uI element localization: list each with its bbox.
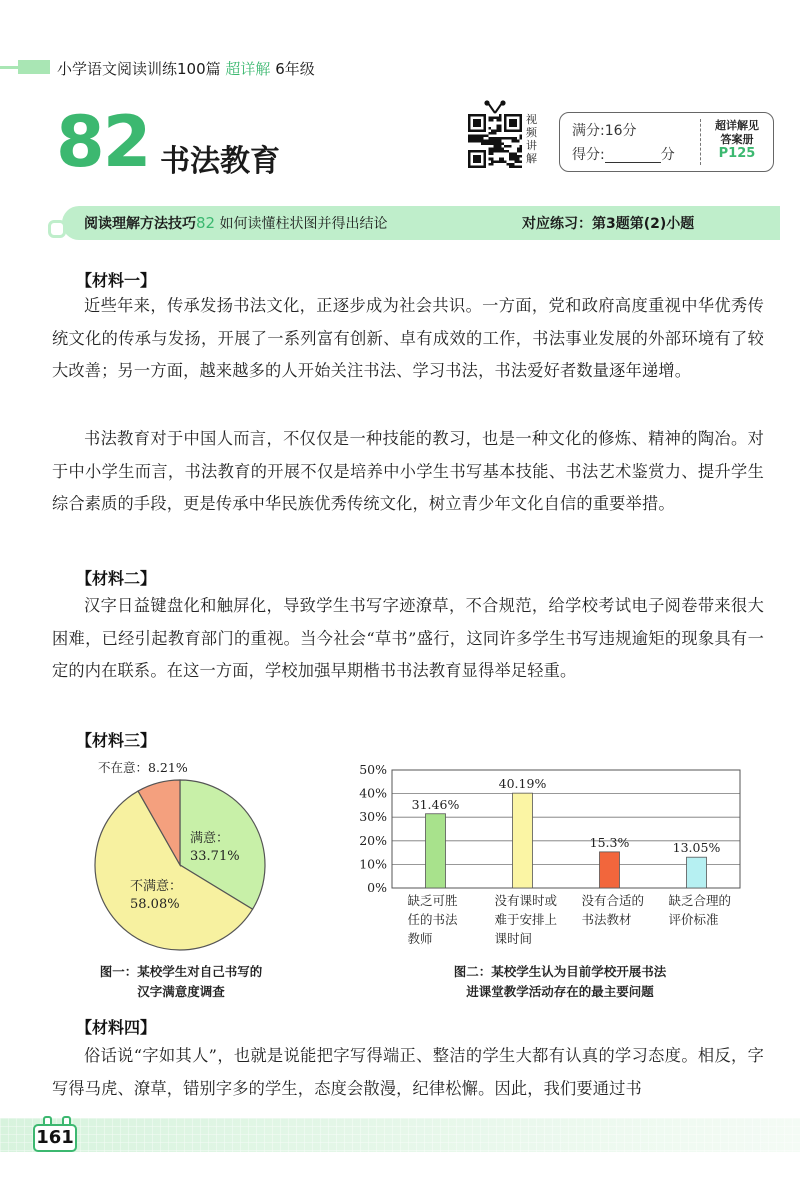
bar-3 — [600, 852, 620, 888]
bar-ytick-label: 20% — [359, 832, 387, 848]
bar-category-label: 任的书法 — [407, 912, 458, 927]
score-divider — [700, 119, 701, 165]
answer-line1: 超详解见 — [715, 119, 759, 132]
grade-label: 6年级 — [275, 60, 315, 78]
page-number: 161 — [33, 1124, 77, 1152]
pie-label-satisfied-name: 满意： — [190, 831, 230, 846]
book-header — [57, 58, 315, 79]
bar-ytick-label: 50% — [359, 762, 387, 777]
method-number: 82 — [196, 214, 216, 232]
method-prefix: 阅读理解方法技巧 — [84, 216, 196, 232]
pie-label-unsatisfied-name: 不满意： — [130, 879, 183, 894]
bar-value-label: 13.05% — [672, 840, 721, 856]
bar-caption-line1: 图二：某校学生认为目前学校开展书法 — [453, 964, 667, 979]
pie-caption-line1: 图一：某校学生对自己书写的 — [99, 964, 263, 979]
bar-category-label: 难于安排上 — [494, 912, 558, 927]
score-box — [559, 112, 774, 172]
score-label: 得分: — [572, 147, 605, 163]
bar-value-label: 31.46% — [411, 796, 460, 812]
bar-ytick-label: 0% — [367, 880, 387, 895]
bar-caption — [410, 962, 710, 1002]
material4-heading: 【材料四】 — [76, 1018, 157, 1037]
bar-value-label: 40.19% — [498, 776, 547, 792]
pie-label-dontcare: 不在意：8.21% — [98, 760, 188, 775]
material3-heading: 【材料三】 — [76, 731, 157, 750]
method-title: 如何读懂柱状图并得出结论 — [219, 216, 388, 232]
pie-caption — [66, 962, 296, 1002]
bar-value-label: 15.3% — [589, 834, 630, 850]
practice-reference: 对应练习：第3题第(2)小题 — [522, 216, 695, 232]
bar-category-label: 教师 — [407, 931, 433, 946]
material1-heading: 【材料一】 — [76, 271, 157, 290]
series-highlight: 超详解 — [225, 60, 271, 78]
satisfaction-pie-chart — [70, 750, 310, 965]
bar-category-label: 课时间 — [494, 931, 533, 946]
video-qr-code[interactable] — [468, 100, 522, 170]
answer-page: P125 — [718, 146, 756, 161]
lesson-title: 书法教育 — [160, 144, 280, 179]
qr-code-icon — [468, 114, 522, 168]
bar-1 — [426, 814, 446, 888]
score-blank-field[interactable] — [605, 148, 661, 163]
bar-category-label: 缺乏合理的 — [668, 893, 732, 908]
material4-paragraph1: 俗话说“字如其人”，也就是说能把字写得端正、整洁的学生大都有认真的学习态度。相反，字写得马虎、潦草，错别字多的学生，态度会散漫，纪律松懈。因此，我们要通过书 — [52, 1046, 764, 1098]
answer-reference — [703, 119, 771, 161]
bar-2 — [513, 793, 533, 888]
video-label: 视频讲解 — [526, 113, 537, 165]
bar-category-label: 评价标准 — [668, 912, 719, 927]
material1-paragraph2: 书法教育对于中国人而言，不仅仅是一种技能的教习，也是一种文化的修炼、精神的陶冶。对于中小学生而言，书法教育的开展不仅是培养中小学生书写基本技能、书法艺术鉴赏力、提升学生综合素质的手段，更是传承中华民族优秀传统文化，树立青少年文化自信的重要举措。 — [52, 429, 764, 513]
header-accent-bar — [18, 60, 50, 74]
footer-strip — [0, 1118, 800, 1152]
bar-4 — [687, 857, 707, 888]
banner-dot-icon — [48, 220, 66, 238]
tv-antenna-icon — [480, 100, 510, 114]
bar-category-label: 没有合适的 — [581, 893, 645, 908]
problems-bar-chart — [350, 760, 750, 955]
full-score: 满分:16分 — [572, 123, 637, 139]
bar-caption-line2: 进课堂教学活动存在的最主要问题 — [466, 984, 654, 999]
series-title: 小学语文阅读训练100篇 — [57, 60, 221, 78]
header-accent-line — [0, 66, 18, 69]
score-unit: 分 — [660, 147, 675, 163]
bar-ytick-label: 30% — [359, 809, 387, 825]
bar-category-label: 书法教材 — [581, 912, 632, 927]
bar-ytick-label: 10% — [359, 856, 387, 872]
material2-heading: 【材料二】 — [76, 569, 157, 588]
pie-label-satisfied-value: 33.71% — [190, 849, 240, 864]
bar-category-label: 缺乏可胜 — [407, 893, 458, 908]
pie-label-unsatisfied-value: 58.08% — [130, 897, 180, 912]
bar-category-label: 没有课时或 — [494, 893, 558, 908]
method-text — [84, 213, 388, 233]
material1-paragraph1: 近些年来，传承发扬书法文化，正逐步成为社会共识。一方面，党和政府高度重视中华优秀传统文化的传承与发扬，开展了一系列富有创新、卓有成效的工作，书法事业发展的外部环境有了较大改善；另一方面，越来越多的人开始关注书法、学习书法，书法爱好者数量逐年递增。 — [52, 296, 764, 380]
material2-paragraph1: 汉字日益键盘化和触屏化，导致学生书写字迹潦草，不合规范，给学校考试电子阅卷带来很大困难，已经引起教育部门的重视。当今社会“草书”盛行，这同许多学生书写违规逾矩的现象具有一定的内在联系。在这一方面，学校加强早期楷书书法教育显得举足轻重。 — [52, 596, 764, 680]
pie-caption-line2: 汉字满意度调查 — [137, 984, 225, 999]
bar-ytick-label: 40% — [359, 785, 387, 801]
lesson-number: 82 — [56, 101, 150, 183]
answer-line2: 答案册 — [720, 133, 754, 146]
